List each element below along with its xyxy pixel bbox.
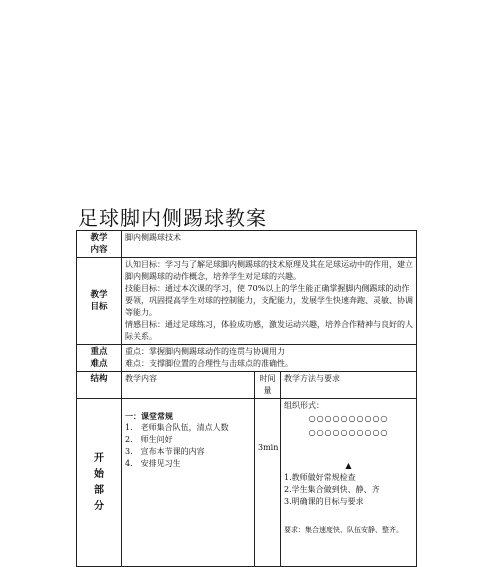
method-item: 3.明确课的目标与要求 [284,497,364,506]
label-line: 教学 [90,290,108,300]
cognitive-goal: 认知目标：学习与了解足球脚内侧踢球的技术原理及其在足球运动中的作用，建立脚内侧踢球的动作概念，培养学生对足球的兴趣。 [125,260,413,281]
label-char: 部 [94,484,104,496]
lesson-plan-table [76,230,417,567]
method-item: 1.教师做好常规检查 [284,473,356,482]
label-line: 内容 [90,245,108,255]
label-line: 重点 [90,347,108,357]
teaching-goals-text [122,258,417,345]
student-formation-row-2: ○○○○○○○○○○ [308,428,389,437]
key-points-text [122,345,417,372]
organization-label: 组织形式： [284,401,324,410]
teacher-marker-icon: ▲ [345,461,352,470]
label-char: 始 [94,468,104,480]
row-teaching-content [77,231,417,258]
method-item: 2.学生集合做到快、静、齐 [284,485,380,494]
opening-method [281,399,417,567]
label-teaching-content [77,231,122,258]
student-formation-row-1: ○○○○○○○○○○ [308,414,389,423]
affective-goal: 情感目标：通过足球练习，体验成功感，激发运动兴趣，培养合作精神与良好的人际关系。 [125,320,413,341]
header-time-line: 量 [263,386,272,395]
opening-content [122,399,255,567]
list-item: 1. 老师集合队伍，清点人数 [125,423,229,432]
time-value: 3min [258,443,279,452]
section-title: 一：课堂常规 [125,411,173,421]
difficult-point: 难点：支撑脚位置的合理性与击球点的准确性。 [125,359,293,368]
list-item: 2. 师生问好 [125,435,173,444]
page-title: 足球脚内侧踢球教案 [78,206,267,230]
label-opening-section [77,399,122,567]
row-key-points [77,345,417,372]
skill-goal: 技能目标：通过本次课的学习，使 70%以上的学生能正确掌握脚内侧踢球的动作要领，巩固提高学生对球的控制能力，支配能力，发展学生快速奔跑、灵敏、协调等能力。 [125,284,413,317]
teaching-content-text: 脚内侧踢球技术 [122,231,417,258]
label-char: 开 [94,452,104,464]
list-item: 3. 宣布本节课的内容 [125,447,205,456]
row-structure-header [77,372,417,399]
header-time-line: 时间 [259,374,276,383]
header-teaching-method: 教学方法与要求 [281,372,417,399]
label-char: 分 [94,500,104,512]
row-teaching-goals [77,258,417,345]
list-item: 4. 安排见习生 [125,459,181,468]
row-opening-section [77,399,417,567]
label-structure: 结构 [77,372,122,399]
label-key-points [77,345,122,372]
label-line: 难点 [90,359,108,369]
label-line: 教学 [90,233,108,243]
opening-time [255,399,281,567]
requirement-text: 要求：集合速度快、队伍安静、整齐。 [284,526,403,534]
label-line: 目标 [90,302,108,312]
label-teaching-goals [77,258,122,345]
key-point: 重点：掌握脚内侧踢球动作的连贯与协调用力 [125,347,285,356]
header-teaching-content: 教学内容 [122,372,255,399]
header-time [255,372,281,399]
